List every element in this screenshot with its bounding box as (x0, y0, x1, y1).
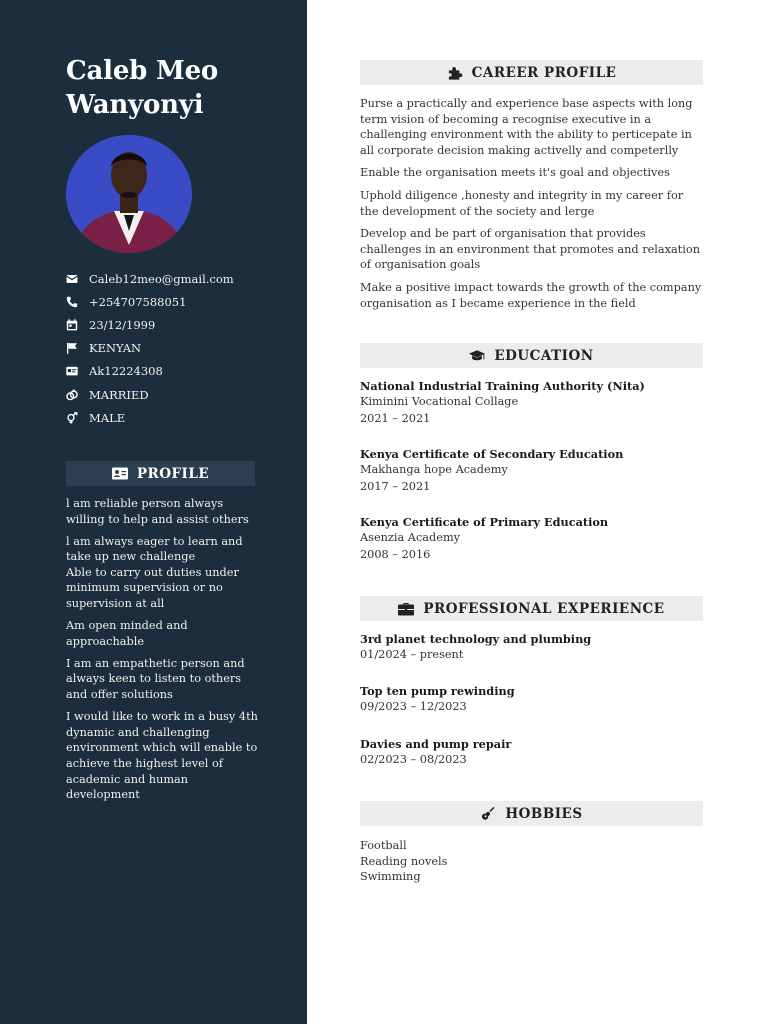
contact-id-value: Ak12224308 (89, 364, 163, 379)
experience-entry (360, 683, 703, 716)
id-card-icon (66, 365, 78, 377)
contact-birthdate-value: 23/12/1999 (89, 317, 156, 332)
hobbies-heading (360, 801, 703, 826)
education-entry (360, 446, 703, 495)
career-paragraph: Develop and be part of organisation that provides challenges in an environment that promotes and relaxation of organisation goals (360, 227, 700, 272)
contact-nationality (66, 337, 307, 360)
contact-email (66, 267, 307, 290)
career-paragraph: Purse a practically and experience base aspects with long term vision of becoming a recognise executive in a challenging environment with the ability to perticepate in all corporate decision making activelly and competerlly (360, 97, 693, 157)
contact-phone-value: +254707588051 (89, 294, 187, 309)
education-entry (360, 378, 703, 427)
contact-phone (66, 290, 307, 313)
experience-heading (360, 596, 703, 621)
education-title: National Industrial Training Authority (Nita) (360, 379, 645, 393)
education-label: EDUCATION (494, 347, 594, 364)
education-title: Kenya Certificate of Secondary Education (360, 447, 624, 461)
contact-marital-value: MARRIED (89, 387, 149, 402)
experience-label: PROFESSIONAL EXPERIENCE (423, 600, 665, 617)
hobbies-label: HOBBIES (505, 805, 583, 822)
profile-paragraph: l am always eager to learn and take up new challenge (66, 534, 243, 564)
career-profile-heading (360, 60, 703, 85)
contact-gender-value: MALE (89, 410, 126, 425)
candidate-name (66, 54, 286, 122)
education-entry (360, 514, 703, 563)
calendar-icon (66, 319, 78, 331)
education-title: Kenya Certificate of Primary Education (360, 515, 609, 529)
experience-title: Davies and pump repair (360, 737, 512, 751)
puzzle-icon (447, 66, 463, 80)
experience-dates: 01/2024 – present (360, 648, 464, 662)
education-school: Kiminini Vocational Collage (360, 395, 519, 409)
career-paragraph: Uphold diligence ,honesty and integrity in my career for the development of the society and lerge (360, 188, 684, 218)
envelope-icon (66, 273, 78, 285)
profile-paragraph: I would like to work in a busy 4th dynamic and challenging environment which will enable to achieve the highest level of academic and human development (66, 710, 258, 802)
experience-title: Top ten pump rewinding (360, 684, 515, 698)
contact-nationality-value: KENYAN (89, 341, 142, 356)
career-paragraph: Enable the organisation meets it's goal and objectives (360, 166, 670, 180)
profile-paragraph: l am reliable person always willing to help and assist others (66, 497, 249, 526)
profile-paragraph: Able to carry out duties under minimum supervision or no supervision at all (66, 565, 239, 611)
profile-summary (66, 496, 258, 809)
avatar (66, 135, 192, 253)
profile-heading (66, 461, 255, 486)
contact-gender (66, 406, 307, 429)
experience-title: 3rd planet technology and plumbing (360, 632, 592, 646)
contact-list (66, 267, 307, 429)
guitar-icon (480, 807, 496, 821)
education-school: Asenzia Academy (360, 531, 461, 545)
contact-marital-status (66, 383, 307, 406)
career-profile-label: CAREER PROFILE (471, 64, 617, 81)
contact-email-value: Caleb12meo@gmail.com (89, 271, 234, 286)
experience-entry (360, 736, 703, 769)
hobby-item: Football (360, 839, 407, 852)
contact-birthdate (66, 313, 307, 336)
experience-entry (360, 631, 703, 664)
flag-icon (66, 342, 78, 354)
education-dates: 2008 – 2016 (360, 547, 431, 561)
briefcase-icon (398, 602, 414, 616)
career-paragraph: Make a positive impact towards the growth of the company organisation as I became experience in the field (360, 280, 702, 310)
education-dates: 2017 – 2021 (360, 479, 431, 493)
profile-heading-label: PROFILE (136, 465, 210, 482)
hobby-item: Reading novels (360, 854, 448, 868)
career-profile-text (360, 96, 703, 318)
profile-paragraph: Am open minded and approachable (66, 619, 188, 648)
hobbies-list (360, 838, 447, 885)
education-dates: 2021 – 2021 (360, 411, 431, 425)
gender-icon (66, 412, 78, 424)
phone-icon (66, 296, 78, 308)
rings-icon (66, 389, 78, 401)
education-school: Makhanga hope Academy (360, 463, 508, 477)
profile-paragraph: I am an empathetic person and always keen to listen to others and offer solutions (66, 656, 245, 702)
graduation-cap-icon (469, 349, 485, 363)
experience-dates: 09/2023 – 12/2023 (360, 700, 467, 714)
hobby-item: Swimming (360, 870, 421, 884)
contact-id-number (66, 360, 307, 383)
avatar-portrait (66, 135, 192, 253)
name-line-2: Wanyonyi (66, 90, 204, 120)
education-heading (360, 343, 703, 368)
experience-dates: 02/2023 – 08/2023 (360, 753, 467, 767)
name-line-1: Caleb Meo (66, 56, 219, 86)
id-badge-icon (112, 467, 128, 480)
